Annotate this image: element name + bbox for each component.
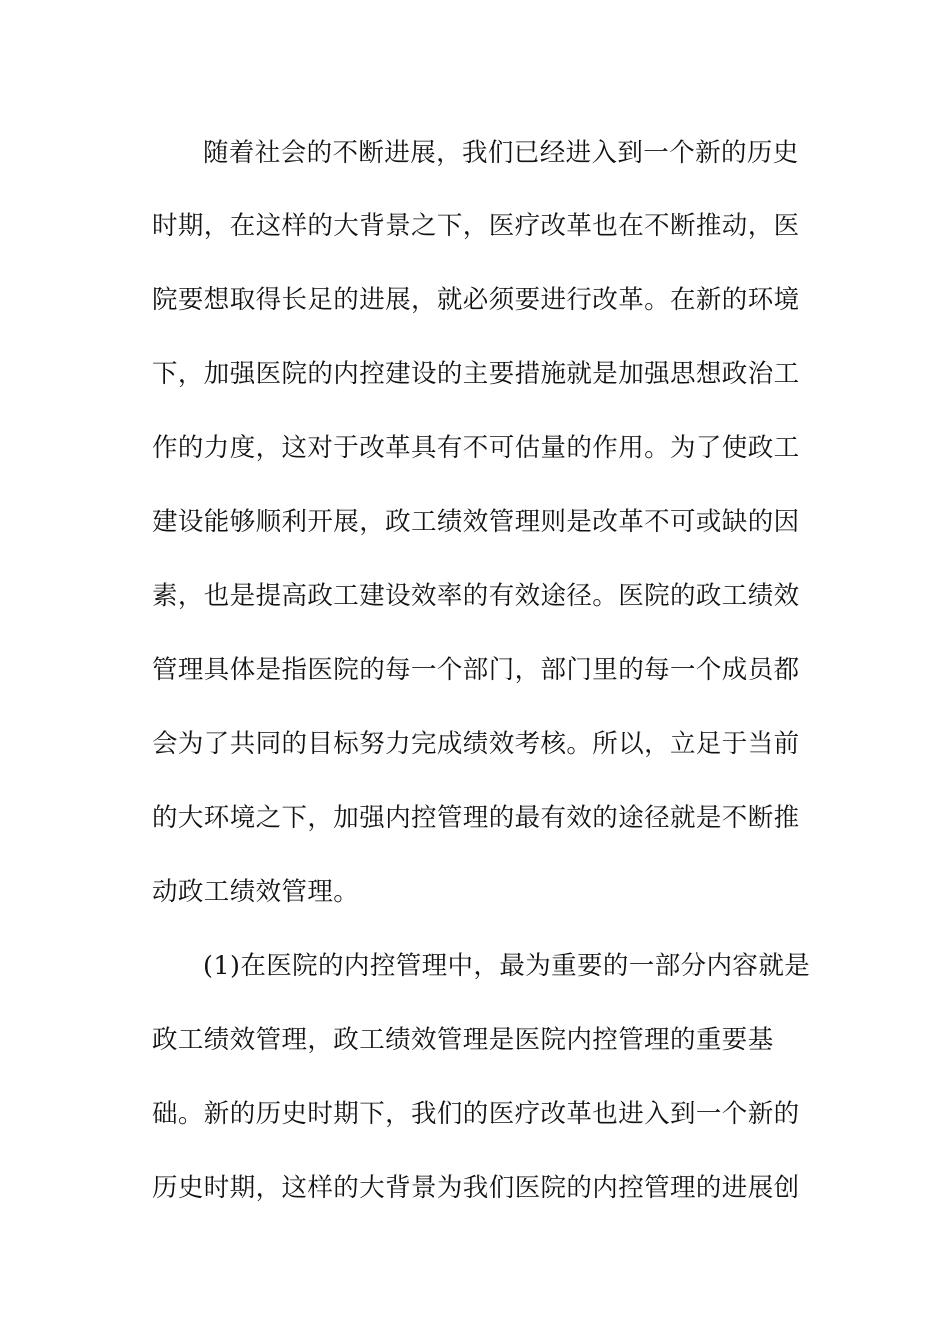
paragraph-1-line-5: 作的力度，这对于改革具有不可估量的作用。为了使政工 bbox=[152, 433, 800, 463]
paragraph-1-line-2: 时期，在这样的大背景之下，医疗改革也在不断推动，医 bbox=[152, 211, 800, 241]
paragraph-2-line-2: 政工绩效管理，政工绩效管理是医院内控管理的重要基 bbox=[152, 1025, 774, 1055]
paragraph-1-line-10: 的大环境之下，加强内控管理的最有效的途径就是不断推 bbox=[152, 803, 800, 833]
paragraph-1-line-4: 下，加强医院的内控建设的主要措施就是加强思想政治工 bbox=[152, 359, 800, 389]
paragraph-1-line-6: 建设能够顺利开展，政工绩效管理则是改革不可或缺的因 bbox=[152, 507, 800, 537]
paragraph-1-line-11: 动政工绩效管理。 bbox=[152, 877, 360, 907]
paragraph-1-line-3: 院要想取得长足的进展，就必须要进行改革。在新的环境 bbox=[152, 285, 800, 315]
paragraph-2-line-1: (1)在医院的内控管理中，最为重要的一部分内容就是 bbox=[203, 951, 811, 981]
paragraph-1-line-7: 素，也是提高政工建设效率的有效途径。医院的政工绩效 bbox=[152, 581, 800, 611]
paragraph-1-line-9: 会为了共同的目标努力完成绩效考核。所以，立足于当前 bbox=[152, 729, 800, 759]
paragraph-2-line-3: 础。新的历史时期下，我们的医疗改革也进入到一个新的 bbox=[152, 1099, 800, 1129]
paragraph-1-line-8: 管理具体是指医院的每一个部门，部门里的每一个成员都 bbox=[152, 655, 800, 685]
paragraph-2-line-4: 历史时期，这样的大背景为我们医院的内控管理的进展创 bbox=[152, 1173, 800, 1203]
paragraph-1-line-1: 随着社会的不断进展，我们已经进入到一个新的历史 bbox=[203, 138, 799, 168]
